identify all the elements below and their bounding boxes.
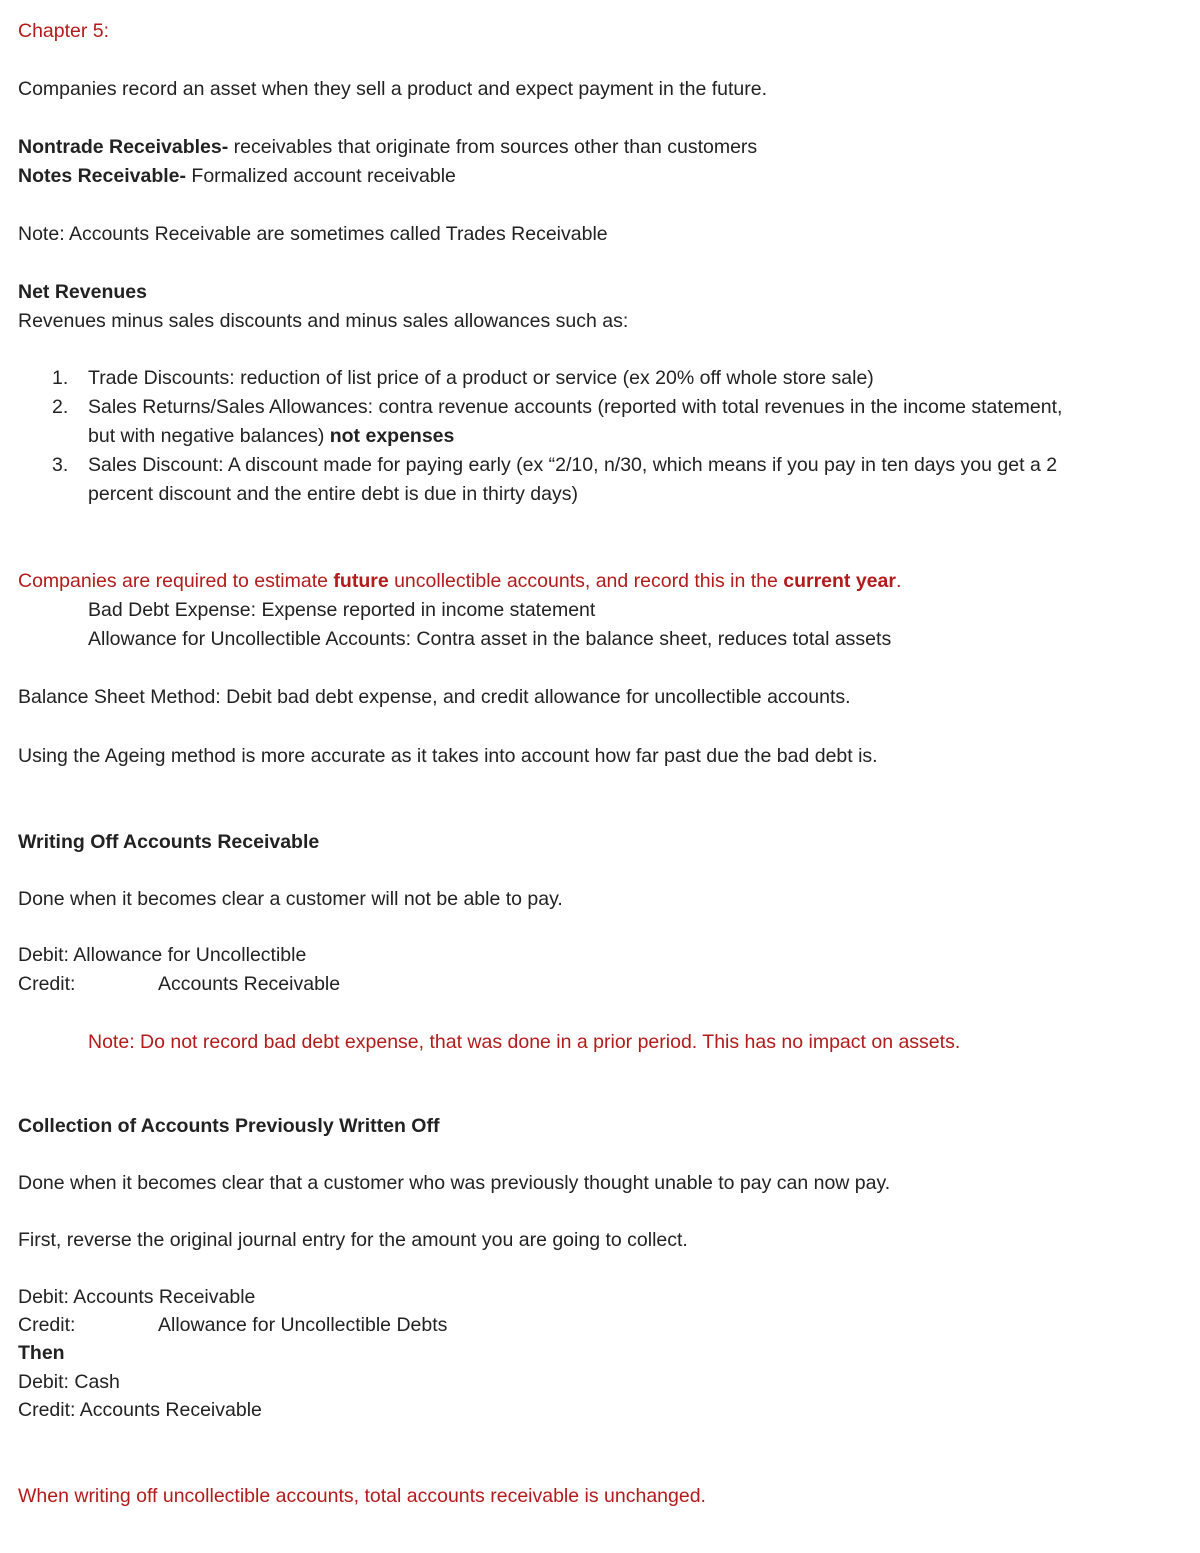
list-item-number: 3. — [52, 454, 69, 476]
collection-heading: Collection of Accounts Previously Written Off — [18, 1115, 440, 1137]
credit-label: Credit: — [18, 1314, 76, 1336]
writing-off-when: Done when it becomes clear a customer will not be able to pay. — [18, 888, 563, 910]
note-accounts-receivable: Note: Accounts Receivable are sometimes called Trades Receivable — [18, 223, 608, 245]
balance-sheet-method: Balance Sheet Method: Debit bad debt expense, and credit allowance for uncollectible accounts. — [18, 686, 851, 708]
collection-debit-2: Debit: Cash — [18, 1371, 120, 1393]
estimate-part: uncollectible accounts, and record this in the — [388, 570, 784, 592]
list-item-text: Trade Discounts: reduction of list price of a product or service (ex 20% off whole store sale) — [88, 367, 874, 389]
writing-off-debit: Debit: Allowance for Uncollectible — [18, 944, 307, 966]
estimate-future-emphasis: future — [333, 570, 389, 592]
credit-value: Allowance for Uncollectible Debts — [158, 1314, 448, 1336]
intro-text: Companies record an asset when they sell a product and expect payment in the future. — [18, 78, 768, 100]
estimate-statement — [18, 567, 901, 595]
net-revenues-heading: Net Revenues — [18, 281, 147, 303]
estimate-part: . — [895, 570, 902, 592]
list-item-number: 2. — [52, 396, 69, 418]
writing-off-heading: Writing Off Accounts Receivable — [18, 831, 320, 853]
notes-receivable-definition: Formalized account receivable — [186, 165, 456, 187]
estimate-current-year-emphasis: current year — [783, 570, 896, 592]
collection-credit-2: Credit: Accounts Receivable — [18, 1399, 262, 1421]
estimate-part: Companies are required to estimate — [18, 570, 334, 592]
list-item-number: 1. — [52, 367, 69, 389]
chapter-title: Chapter 5: — [18, 20, 110, 42]
nontrade-term: Nontrade Receivables- — [18, 136, 229, 158]
list-item-continuation: but with negative balances) — [88, 425, 330, 447]
collection-when: Done when it becomes clear that a customer who was previously thought unable to pay can now pay. — [18, 1172, 891, 1194]
net-revenues-intro: Revenues minus sales discounts and minus sales allowances such as: — [18, 310, 629, 332]
allowance-line: Allowance for Uncollectible Accounts: Contra asset in the balance sheet, reduces total assets — [88, 628, 892, 650]
notes-receivable-line — [18, 162, 456, 190]
not-expenses-emphasis: not expenses — [329, 425, 455, 447]
list-item-text: Sales Returns/Sales Allowances: contra revenue accounts (reported with total revenues in the income statement, — [88, 396, 1063, 418]
credit-label: Credit: — [18, 973, 76, 995]
writing-off-note: Note: Do not record bad debt expense, that was done in a prior period. This has no impact on assets. — [88, 1031, 961, 1053]
bad-debt-expense-line: Bad Debt Expense: Expense reported in income statement — [88, 599, 596, 621]
collection-debit-1: Debit: Accounts Receivable — [18, 1286, 256, 1308]
collection-then: Then — [18, 1342, 65, 1364]
collection-first: First, reverse the original journal entry for the amount you are going to collect. — [18, 1229, 688, 1251]
nontrade-definition: receivables that originate from sources other than customers — [228, 136, 758, 158]
list-item-text: Sales Discount: A discount made for paying early (ex “2/10, n/30, which means if you pay in ten days you get a 2 — [88, 454, 1058, 476]
conclusion: When writing off uncollectible accounts, total accounts receivable is unchanged. — [18, 1485, 706, 1507]
nontrade-receivables-line — [18, 133, 757, 161]
writing-off-credit — [18, 970, 341, 998]
credit-value: Accounts Receivable — [158, 973, 341, 995]
collection-credit-1 — [18, 1311, 448, 1339]
notes-receivable-term: Notes Receivable- — [18, 165, 186, 187]
list-item-text-continued: percent discount and the entire debt is due in thirty days) — [88, 483, 578, 505]
list-item-text-continued — [88, 422, 454, 450]
ageing-method: Using the Ageing method is more accurate as it takes into account how far past due the bad debt is. — [18, 745, 878, 767]
